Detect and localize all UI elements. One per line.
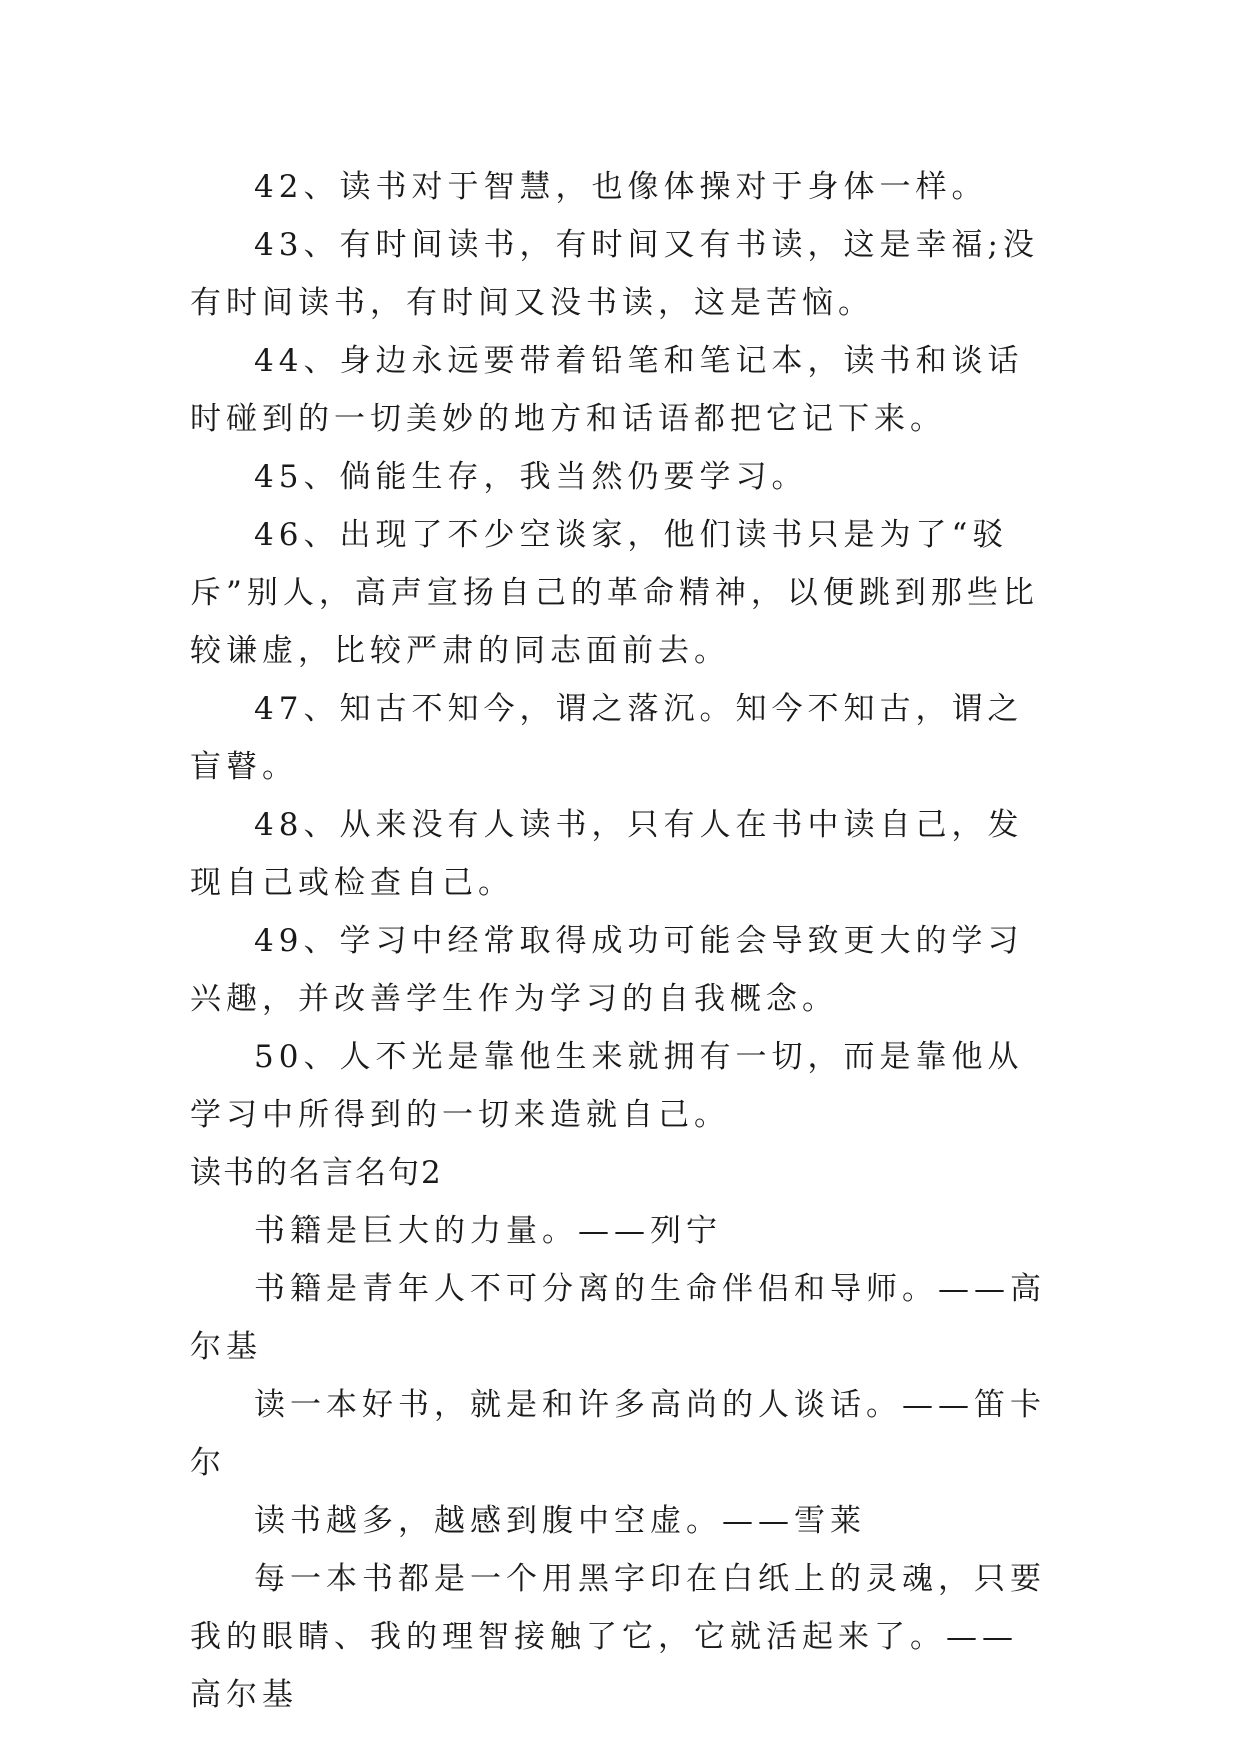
- quote-43: 43、有时间读书，有时间又有书读，这是幸福;没有时间读书，有时间又没书读，这是苦恼。: [190, 227, 1039, 321]
- quote-gorky-2: 每一本书都是一个用黑字印在白纸上的灵魂，只要我的眼睛、我的理智接触了它，它就活起来了。——高尔基: [190, 1561, 1046, 1713]
- quote-48: 48、从来没有人读书，只有人在书中读自己，发现自己或检查自己。: [190, 807, 1024, 901]
- quote-42: 42、读书对于智慧，也像体操对于身体一样。: [254, 169, 988, 205]
- quote-49: 49、学习中经常取得成功可能会导致更大的学习兴趣，并改善学生作为学习的自我概念。: [190, 923, 1024, 1017]
- section-heading: 读书的名言名句2: [190, 1155, 443, 1191]
- quote-gorky-1: 书籍是青年人不可分离的生命伴侣和导师。——高尔基: [190, 1271, 1046, 1365]
- document-page: [190, 158, 1050, 1724]
- quote-descartes: 读一本好书，就是和许多高尚的人谈话。——笛卡尔: [190, 1387, 1046, 1481]
- quote-shelley: 读书越多，越感到腹中空虚。——雪莱: [254, 1503, 866, 1539]
- quote-50: 50、人不光是靠他生来就拥有一切，而是靠他从学习中所得到的一切来造就自己。: [190, 1039, 1024, 1133]
- quote-47: 47、知古不知今，谓之落沉。知今不知古，谓之盲瞽。: [190, 691, 1024, 785]
- quote-lenin: 书籍是巨大的力量。——列宁: [254, 1213, 722, 1249]
- quote-46: 46、出现了不少空谈家，他们读书只是为了“驳斥”别人，高声宣扬自己的革命精神，以便跳到那些比较谦虚，比较严肃的同志面前去。: [190, 517, 1039, 669]
- quote-45: 45、倘能生存，我当然仍要学习。: [254, 459, 808, 495]
- quote-44: 44、身边永远要带着铅笔和笔记本，读书和谈话时碰到的一切美妙的地方和话语都把它记下来。: [190, 343, 1024, 437]
